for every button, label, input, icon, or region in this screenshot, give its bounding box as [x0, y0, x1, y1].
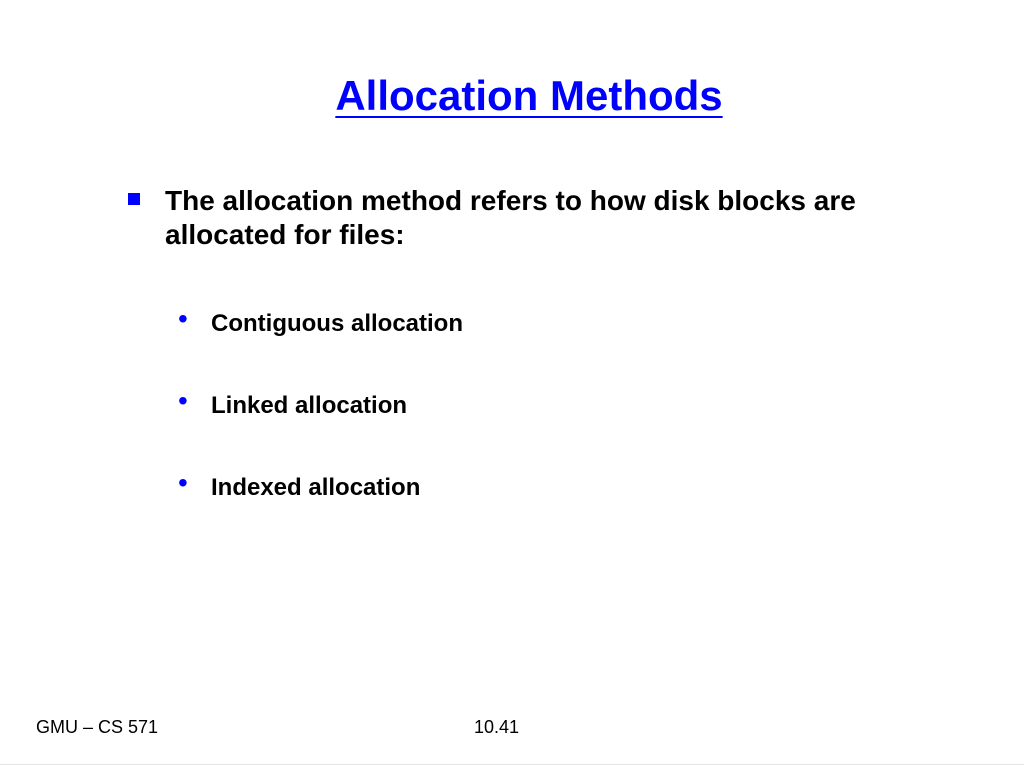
main-bullet	[128, 184, 908, 252]
dot-bullet-icon: •	[178, 303, 188, 334]
list-item	[176, 303, 463, 391]
footer-slide-number: 10.41	[474, 717, 520, 737]
slide-title: Allocation Methods	[335, 72, 723, 119]
main-bullet-text: The allocation method refers to how disk blocks are allocated for files:	[165, 185, 856, 250]
list-item	[176, 467, 463, 555]
dot-bullet-icon: •	[178, 385, 188, 416]
sub-bullet-text: Indexed allocation	[211, 474, 421, 501]
sub-bullet-list	[176, 303, 463, 555]
dot-bullet-icon: •	[178, 467, 188, 498]
sub-bullet-text: Contiguous allocation	[211, 310, 463, 337]
footer-course-label: GMU – CS 571	[36, 717, 159, 737]
bottom-divider	[0, 764, 1024, 765]
list-item	[176, 385, 463, 473]
sub-bullet-text: Linked allocation	[211, 392, 408, 419]
square-bullet-icon	[128, 193, 140, 205]
